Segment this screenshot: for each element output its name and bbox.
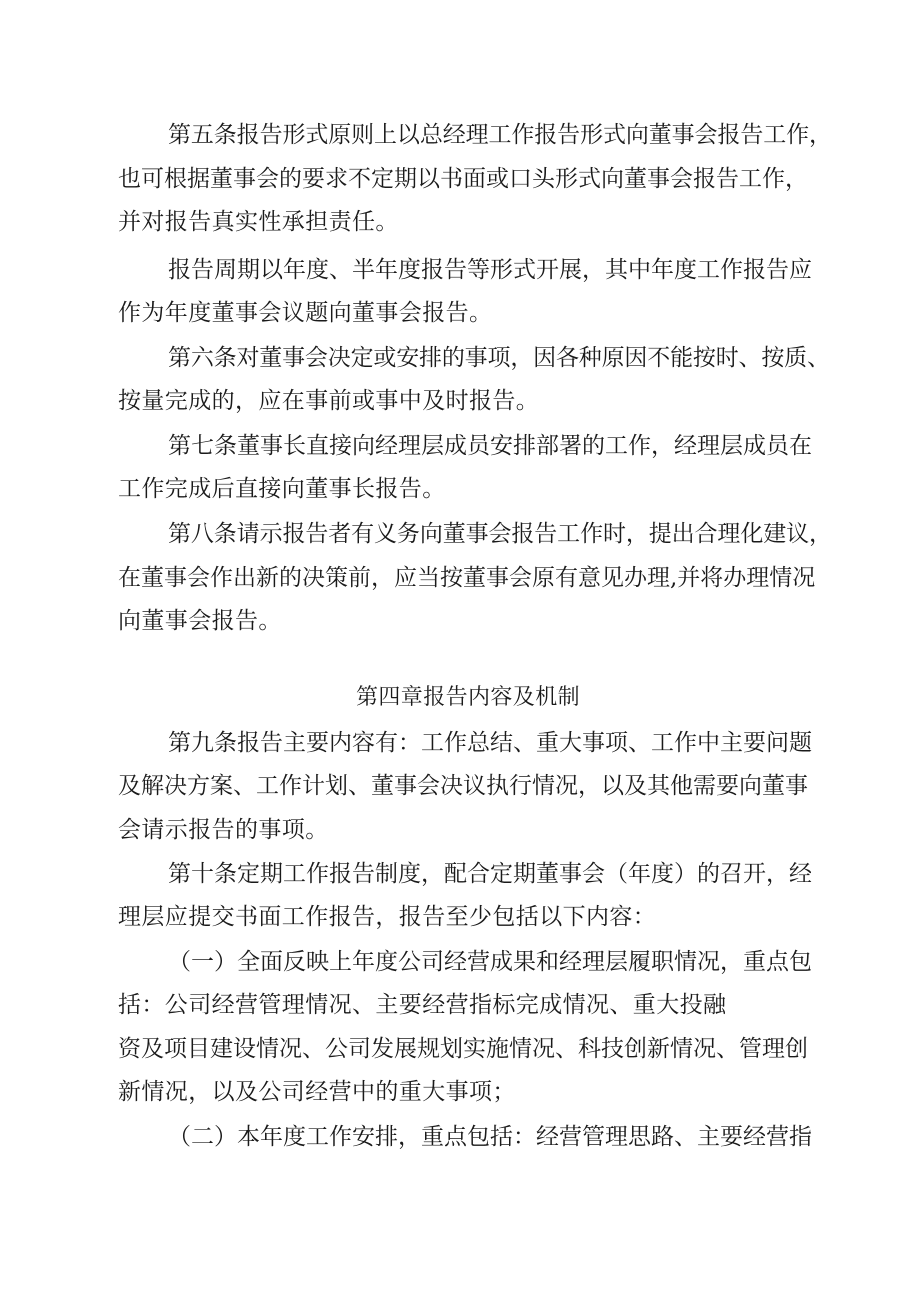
text-line: 第七条董事长直接向经理层成员安排部署的工作，经理层成员在 [168, 433, 812, 459]
text-line: 作为年度董事会议题向董事会报告。 [118, 300, 493, 326]
text-line: 第六条对董事会决定或安排的事项，因各种原因不能按时、按质、 [168, 345, 830, 371]
text-line: 也可根据董事会的要求不定期以书面或口头形式向董事会报告工作， [118, 166, 808, 192]
chapter-heading: 第四章报告内容及机制 [356, 685, 581, 710]
text-line: 第八条请示报告者有义务向董事会报告工作时，提出合理化建议， [168, 521, 832, 547]
text-line: 在董事会作出新的决策前，应当按董事会原有意见办理,并将办理情况 [118, 565, 816, 591]
text-line: 并对报告真实性承担责任。 [118, 209, 399, 235]
text-line: 会请示报告的事项。 [118, 817, 329, 843]
text-line: 第十条定期工作报告制度，配合定期董事会（年度）的召开，经 [168, 861, 812, 887]
text-line: 报告周期以年度、半年度报告等形式开展，其中年度工作报告应 [168, 257, 812, 283]
text-line: 理层应提交书面工作报告，报告至少包括以下内容： [118, 904, 657, 930]
text-line: 及解决方案、工作计划、董事会决议执行情况，以及其他需要向董事 [118, 773, 808, 799]
text-line: 第五条报告形式原则上以总经理工作报告形式向董事会报告工作， [168, 122, 832, 148]
text-line: 资及项目建设情况、公司发展规划实施情况、科技创新情况、管理创 [118, 1036, 808, 1062]
text-line: 向董事会报告。 [118, 608, 282, 634]
text-line: 按量完成的，应在事前或事中及时报告。 [118, 388, 540, 414]
text-line: 第九条报告主要内容有：工作总结、重大事项、工作中主要问题 [168, 730, 812, 756]
text-line: （一）全面反映上年度公司经营成果和经理层履职情况，重点包 [168, 949, 812, 975]
text-line: 新情况，以及公司经营中的重大事项； [118, 1079, 516, 1105]
text-line: （二）本年度工作安排，重点包括：经营管理思路、主要经营指 [168, 1124, 812, 1150]
text-line: 工作完成后直接向董事长报告。 [118, 476, 446, 502]
text-line: 括：公司经营管理情况、主要经营指标完成情况、重大投融 [118, 992, 727, 1018]
